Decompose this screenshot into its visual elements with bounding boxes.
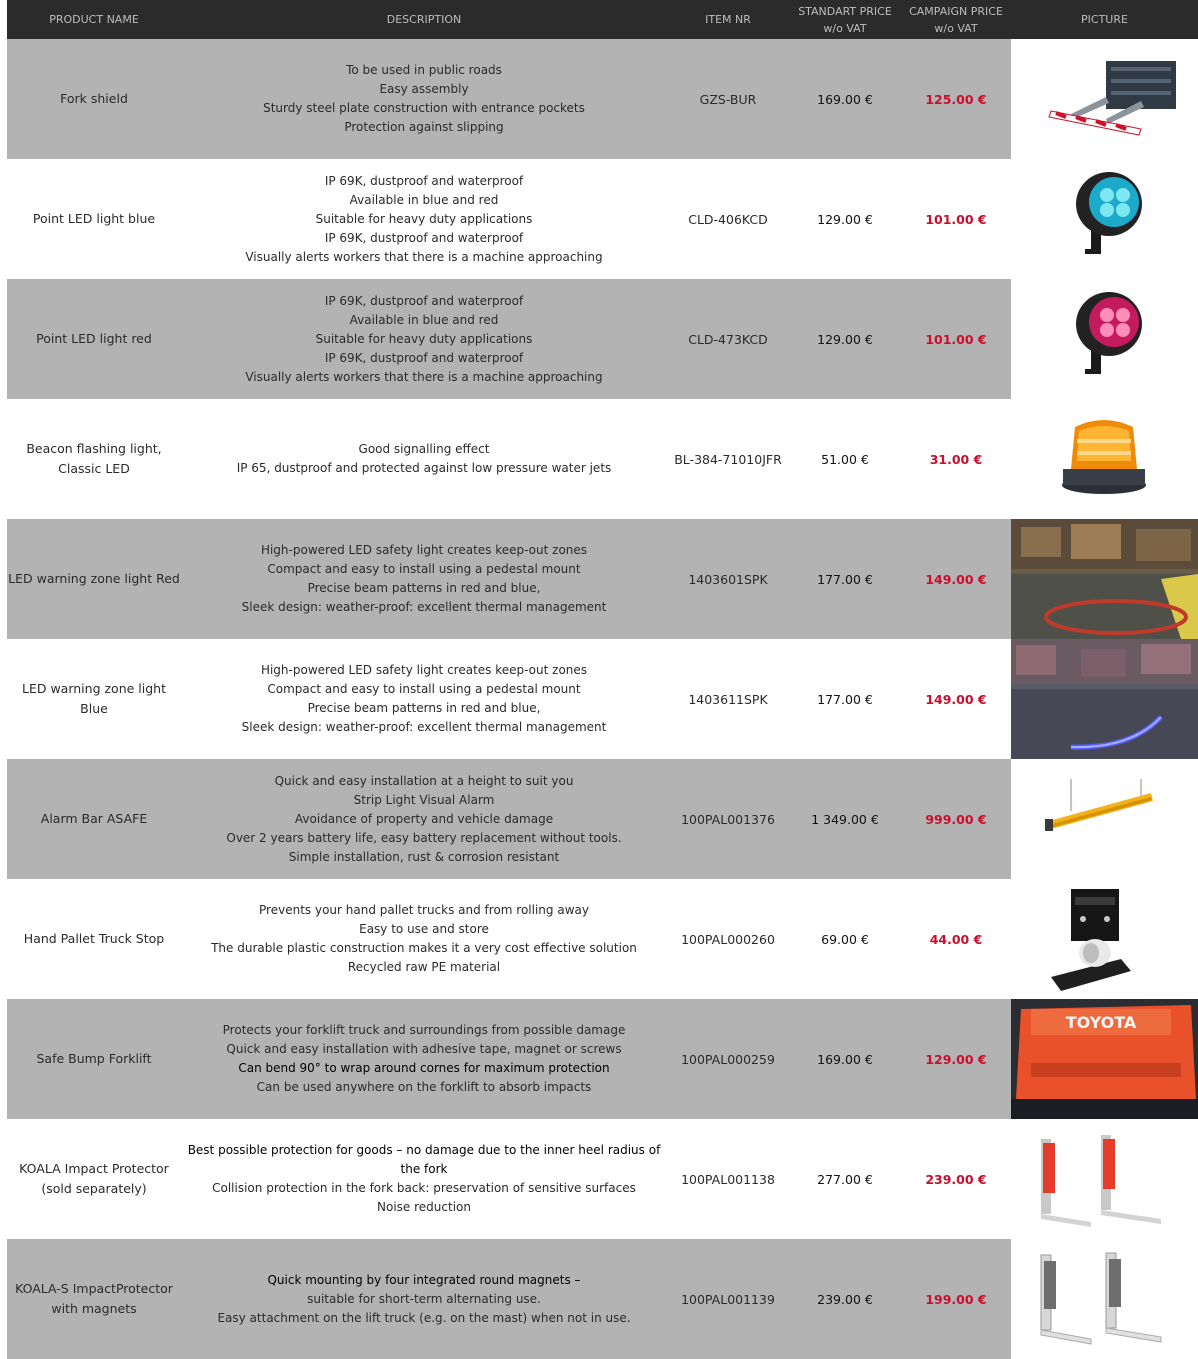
description-line: Noise reduction — [377, 1200, 471, 1214]
product-description — [181, 39, 667, 159]
standard-price: 177.00 € — [817, 571, 873, 587]
product-description — [181, 279, 667, 399]
product-description — [181, 159, 667, 279]
item-number: BL-384-71010JFR — [674, 451, 782, 467]
header-picture — [1011, 0, 1198, 39]
table-row — [7, 399, 1011, 519]
standard-price: 1 349.00 € — [811, 811, 879, 827]
product-name: KOALA-S ImpactProtector with magnets — [15, 1281, 173, 1316]
product-description — [181, 519, 667, 639]
koala-fork-protector-picture — [1011, 1119, 1198, 1239]
koala-s-fork-protector-picture — [1011, 1239, 1198, 1359]
product-name: Safe Bump Forklift — [36, 1051, 152, 1066]
description-line: suitable for short-term alternating use. — [307, 1291, 541, 1306]
blue-led-light-picture — [1011, 159, 1198, 279]
description-line: IP 69K, dustproof and waterproof — [324, 293, 524, 308]
table-row — [7, 39, 1011, 159]
description-line: Easy to use and store — [359, 922, 489, 936]
standard-price: 51.00 € — [821, 451, 869, 467]
campaign-price: 999.00 € — [925, 811, 987, 827]
campaign-price: 129.00 € — [925, 1051, 987, 1067]
campaign-price: 149.00 € — [925, 571, 987, 587]
product-description — [181, 1239, 667, 1359]
description-line: Best possible protection for goods – no damage due to the inner heel radius of the fork — [187, 1143, 661, 1176]
description-line: Sleek design: weather-proof: excellent thermal management — [241, 600, 607, 614]
header-campaign-price-vat: w/o VAT — [934, 21, 978, 35]
header-item-nr — [667, 0, 789, 39]
standard-price: 169.00 € — [817, 1051, 873, 1067]
product-name: Fork shield — [60, 91, 128, 106]
product-name: Beacon flashing light, Classic LED — [26, 441, 162, 476]
header-standard-price-vat: w/o VAT — [823, 21, 867, 35]
description-line: Strip Light Visual Alarm — [353, 792, 495, 807]
description-line: Collision protection in the fork back: preservation of sensitive surfaces — [212, 1181, 636, 1195]
description-line: Recycled raw PE material — [347, 960, 501, 974]
product-name: Point LED light blue — [32, 211, 156, 226]
description-line: Over 2 years battery life, easy battery replacement without tools. — [226, 830, 622, 845]
product-description — [181, 759, 667, 879]
description-line: Available in blue and red — [349, 192, 499, 207]
header-standard-price — [789, 0, 901, 39]
header-picture-label: PICTURE — [1081, 13, 1128, 26]
alarm-bar-picture — [1011, 759, 1198, 879]
description-line: IP 69K, dustproof and waterproof — [324, 173, 524, 188]
item-number: 100PAL000260 — [681, 931, 775, 947]
description-line: Compact and easy to install using a pedestal mount — [267, 562, 581, 576]
item-number: 100PAL001138 — [681, 1171, 775, 1187]
campaign-price: 101.00 € — [925, 211, 987, 227]
header-description-label: DESCRIPTION — [386, 13, 462, 26]
warehouse-blue-zone-picture — [1011, 639, 1198, 759]
item-number: GZS-BUR — [699, 91, 757, 107]
header-product-name — [7, 0, 181, 39]
table-row — [7, 1119, 1011, 1239]
item-number: CLD-473KCD — [688, 331, 768, 347]
header-campaign-price — [901, 0, 1011, 39]
campaign-price: 31.00 € — [929, 451, 983, 467]
description-line: Visually alerts workers that there is a machine approaching — [245, 249, 603, 264]
standard-price: 277.00 € — [817, 1171, 873, 1187]
description-line: Suitable for heavy duty applications — [315, 211, 533, 226]
product-description — [181, 399, 667, 519]
item-number: CLD-406KCD — [688, 211, 768, 227]
warehouse-red-zone-picture — [1011, 519, 1198, 639]
standard-price: 129.00 € — [817, 331, 873, 347]
description-line: Can be used anywhere on the forklift to absorb impacts — [256, 1080, 592, 1094]
header-item-nr-label: ITEM NR — [705, 13, 751, 26]
beacon-light-picture — [1011, 399, 1198, 519]
campaign-price: 44.00 € — [929, 931, 983, 947]
description-line: The durable plastic construction makes it a very cost effective solution — [211, 941, 637, 955]
item-number: 100PAL001139 — [681, 1291, 775, 1307]
product-description — [181, 1119, 667, 1239]
description-line: Easy attachment on the lift truck (e.g. on the mast) when not in use. — [217, 1310, 631, 1325]
description-line: Quick and easy installation at a height to suit you — [274, 773, 574, 788]
description-line: To be used in public roads — [346, 63, 502, 77]
product-name: LED warning zone light Red — [8, 571, 180, 586]
product-name: LED warning zone light Blue — [22, 681, 166, 716]
toyota-logo: TOYOTA — [1065, 1013, 1137, 1032]
standard-price: 129.00 € — [817, 211, 873, 227]
table-row — [7, 279, 1011, 399]
description-line: Can bend 90° to wrap around cornes for maximum protection — [238, 1061, 610, 1075]
pallet-truck-stop-picture — [1011, 879, 1198, 999]
product-description — [181, 879, 667, 999]
description-line: High-powered LED safety light creates keep-out zones — [260, 543, 588, 557]
description-line: IP 69K, dustproof and waterproof — [324, 230, 524, 245]
description-line: Good signalling effect — [358, 442, 490, 456]
description-line: Sturdy steel plate construction with entrance pockets — [263, 101, 585, 115]
description-line: Available in blue and red — [349, 312, 499, 327]
description-line: Sleek design: weather-proof: excellent thermal management — [241, 720, 607, 734]
description-line: Precise beam patterns in red and blue, — [307, 581, 541, 595]
campaign-price: 125.00 € — [925, 91, 987, 107]
table-header — [7, 0, 1198, 39]
description-line: Visually alerts workers that there is a machine approaching — [245, 369, 603, 384]
header-product-name-label: PRODUCT NAME — [49, 13, 139, 26]
product-description — [181, 639, 667, 759]
campaign-price: 199.00 € — [925, 1291, 987, 1307]
table-row — [7, 519, 1011, 639]
description-line: Quick mounting by four integrated round magnets – — [267, 1272, 581, 1287]
table-row — [7, 759, 1011, 879]
toyota-forklift-picture — [1011, 999, 1198, 1119]
table-row — [7, 999, 1011, 1119]
item-number: 1403611SPK — [688, 691, 768, 707]
fork-shield-picture — [1011, 39, 1198, 159]
description-line: Avoidance of property and vehicle damage — [294, 811, 554, 826]
header-description — [181, 0, 667, 39]
table-row — [7, 1239, 1011, 1359]
description-line: Quick and easy installation with adhesive tape, magnet or screws — [226, 1042, 622, 1056]
table-row — [7, 879, 1011, 999]
description-line: Simple installation, rust & corrosion resistant — [288, 849, 560, 864]
header-standard-price-label: STANDART PRICE — [798, 4, 892, 18]
product-name: Hand Pallet Truck Stop — [23, 931, 165, 946]
campaign-price: 149.00 € — [925, 691, 987, 707]
product-name: Point LED light red — [36, 331, 152, 346]
description-line: IP 65, dustproof and protected against low pressure water jets — [236, 461, 612, 475]
standard-price: 169.00 € — [817, 91, 873, 107]
description-line: Protects your forklift truck and surroundings from possible damage — [222, 1023, 626, 1037]
item-number: 100PAL001376 — [681, 811, 775, 827]
description-line: Easy assembly — [379, 82, 469, 96]
description-line: IP 69K, dustproof and waterproof — [324, 350, 524, 365]
description-line: Protection against slipping — [344, 120, 504, 134]
description-line: Prevents your hand pallet trucks and from rolling away — [259, 903, 589, 917]
description-line: Precise beam patterns in red and blue, — [307, 701, 541, 715]
campaign-price: 239.00 € — [925, 1171, 987, 1187]
header-campaign-price-label: CAMPAIGN PRICE — [909, 4, 1003, 18]
product-description — [181, 999, 667, 1119]
description-line: Compact and easy to install using a pedestal mount — [267, 682, 581, 696]
standard-price: 177.00 € — [817, 691, 873, 707]
table-row — [7, 159, 1011, 279]
product-name: KOALA Impact Protector (sold separately) — [19, 1161, 169, 1196]
description-line: High-powered LED safety light creates keep-out zones — [260, 663, 588, 677]
campaign-price: 101.00 € — [925, 331, 987, 347]
standard-price: 69.00 € — [821, 931, 869, 947]
product-name: Alarm Bar ASAFE — [40, 811, 148, 826]
red-led-light-picture — [1011, 279, 1198, 399]
description-line: Suitable for heavy duty applications — [315, 331, 533, 346]
item-number: 1403601SPK — [688, 571, 768, 587]
standard-price: 239.00 € — [817, 1291, 873, 1307]
table-row — [7, 639, 1011, 759]
item-number: 100PAL000259 — [681, 1051, 775, 1067]
